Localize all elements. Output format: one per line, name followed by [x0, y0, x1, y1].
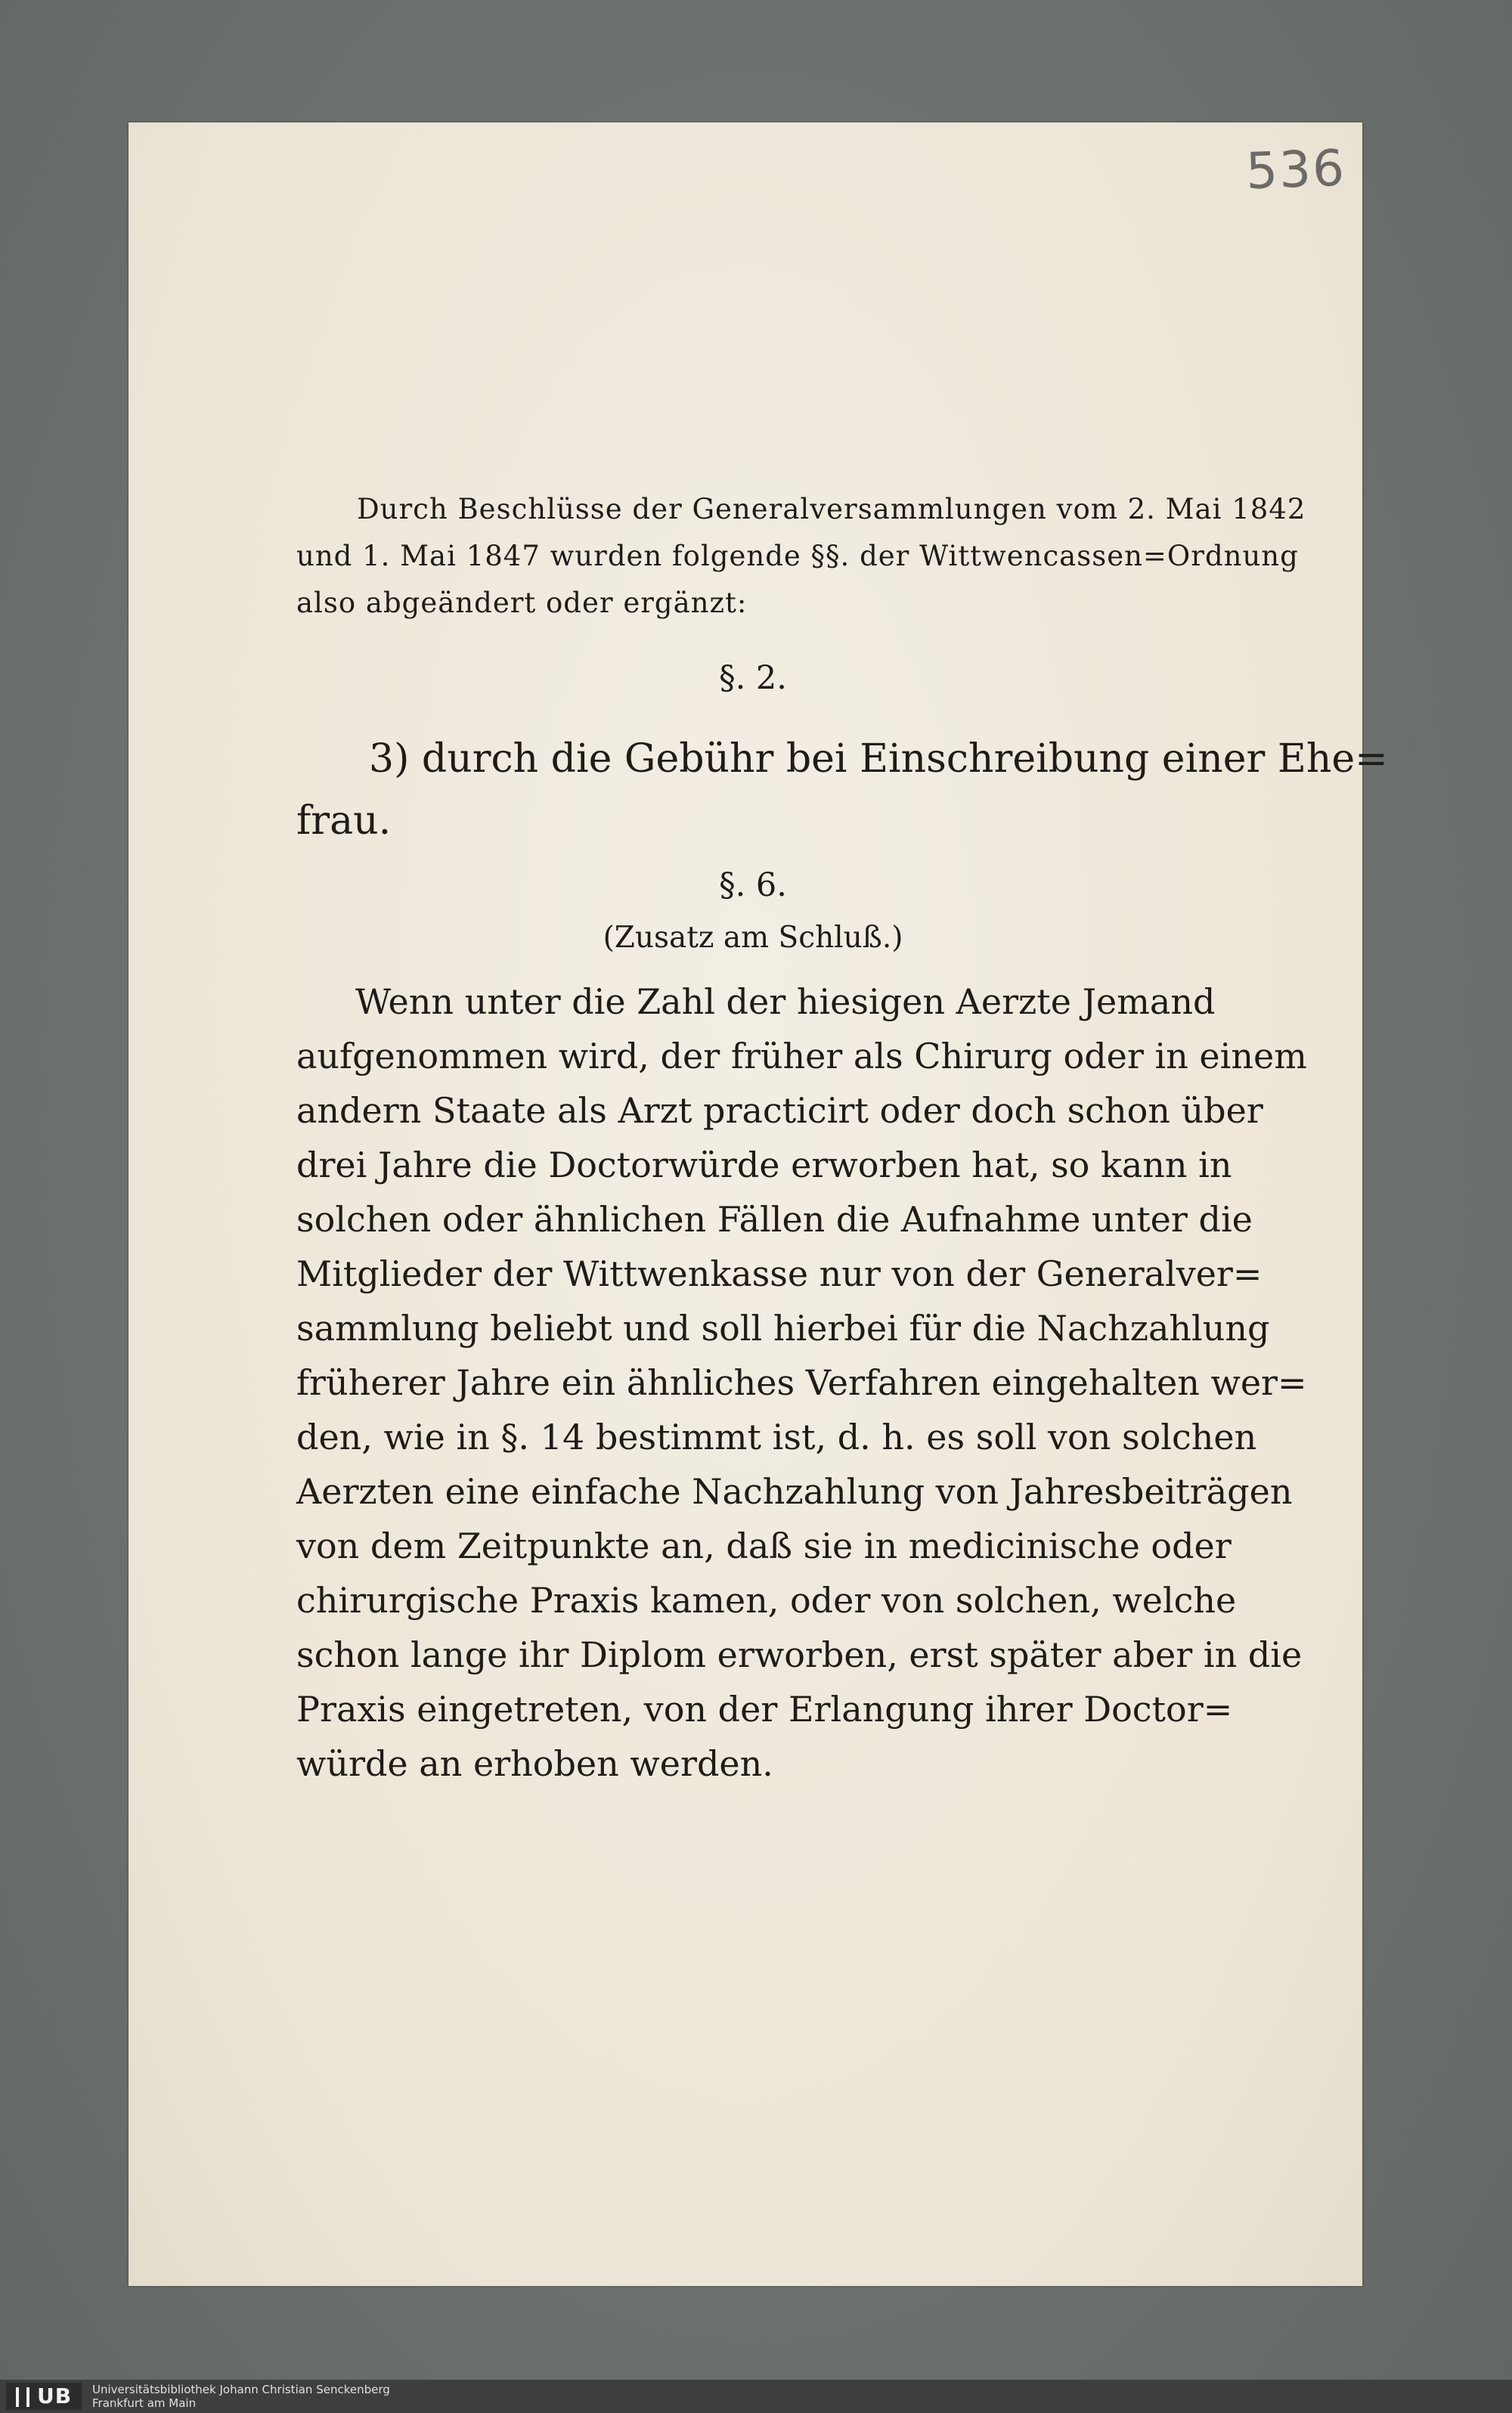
section-6-line-6: Mitglieder der Wittwenkasse nur von der Generalver= [296, 1253, 1263, 1294]
intro-line-1: Durch Beschlüsse der Generalversammlungen vom 2. Mai 1842 [357, 493, 1306, 525]
section-6-line-13: schon lange ihr Diplom erworben, erst später aber in die [296, 1634, 1303, 1675]
section-6-line-15: würde an erhoben werden. [296, 1743, 773, 1784]
section-6-line-11: von dem Zeitpunkte an, daß sie in medicinische oder [296, 1526, 1232, 1566]
section-2-heading: §. 2. [719, 659, 787, 697]
ub-logo-mark-icon [16, 2387, 29, 2407]
footer-institution [92, 2383, 390, 2410]
section-6-line-2: aufgenommen wird, der früher als Chirurg oder in einem [296, 1036, 1307, 1076]
library-footer [0, 2380, 1512, 2413]
section-6-line-1: Wenn unter die Zahl der hiesigen Aerzte Jemand [355, 981, 1216, 1022]
section-6-line-9: den, wie in §. 14 bestimmt ist, d. h. es soll von solchen [296, 1417, 1257, 1457]
ub-logo-text: UB [36, 2384, 73, 2408]
section-6-note: (Zusatz am Schluß.) [603, 921, 903, 955]
section-6-line-4: drei Jahre die Doctorwürde erworben hat, so kann in [296, 1145, 1232, 1185]
section-6-line-12: chirurgische Praxis kamen, oder von solchen, welche [296, 1580, 1237, 1621]
footer-line-2: Frankfurt am Main [92, 2396, 197, 2410]
ub-logo [6, 2383, 82, 2410]
intro-line-3: also abgeändert oder ergänzt: [296, 587, 748, 619]
section-6-line-8: früherer Jahre ein ähnliches Verfahren eingehalten wer= [296, 1362, 1307, 1403]
section-2-line-1: 3) durch die Gebühr bei Einschreibung einer Ehe= [369, 736, 1388, 782]
section-6-heading: §. 6. [719, 866, 787, 904]
folio-number: 536 [1244, 138, 1347, 201]
footer-line-1: Universitätsbibliothek Johann Christian Senckenberg [92, 2383, 390, 2396]
intro-line-2: und 1. Mai 1847 wurden folgende §§. der Wittwencassen=Ordnung [296, 540, 1299, 572]
section-6-line-7: sammlung beliebt und soll hierbei für die Nachzahlung [296, 1308, 1270, 1349]
section-6-line-3: andern Staate als Arzt practicirt oder doch schon über [296, 1090, 1263, 1131]
section-6-line-10: Aerzten eine einfache Nachzahlung von Jahresbeiträgen [296, 1471, 1293, 1512]
section-6-line-5: solchen oder ähnlichen Fällen die Aufnahme unter die [296, 1199, 1253, 1240]
section-6-line-14: Praxis eingetreten, von der Erlangung ihrer Doctor= [296, 1689, 1233, 1730]
section-2-line-2: frau. [296, 798, 392, 844]
